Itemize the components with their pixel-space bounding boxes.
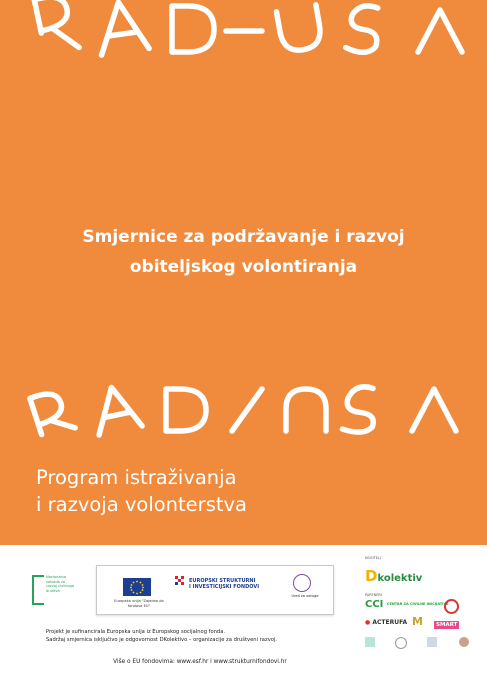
document-title: [0, 222, 487, 282]
cci-text: CENTAR ZA CIVILNE INICIJATIVE: [386, 602, 449, 606]
esf-line-1: EUROPSKI STRUKTURNI: [189, 578, 256, 584]
title-line-2: obiteljskog volontiranja: [129, 257, 358, 277]
cci-mark: CCI: [365, 599, 384, 610]
project-note-line-2: Sadržaj smjernica isključivo je odgovornost DKolektivo – organizacije za društveni razvoj.: [46, 637, 278, 643]
nositelj-label: NOSITELJ: [365, 556, 381, 560]
eu-funds-info: Više o EU fondovima: www.esf.hr i www.strukturnifondovi.hr: [113, 659, 287, 665]
esf-line-2: I INVESTICIJSKI FONDOVI: [189, 584, 260, 590]
subtitle-line-1: Program istraživanja: [36, 466, 237, 489]
acterufa-text: ACTERUFA: [372, 619, 408, 626]
nacionalna-zaklada-label: Nacionalna zaklada za razvoj civilnoga društva: [46, 575, 75, 593]
acterufa-logo: [365, 619, 407, 626]
footer: [0, 545, 487, 696]
partner-logo-a: [365, 637, 375, 647]
smart-logo: SMART: [436, 622, 458, 628]
partner-logo-c: [427, 637, 437, 647]
cci-logo: [365, 599, 449, 610]
title-line-1: Smjernice za podržavanje i razvoj: [82, 227, 405, 247]
radius-wordmark-bottom: [0, 375, 487, 445]
eu-logo-strip: [96, 565, 334, 615]
dkolektiv-d-icon: D: [365, 567, 378, 585]
acterufa-icon: ●: [365, 619, 371, 626]
esf-label: [189, 578, 259, 590]
project-note: [46, 628, 277, 644]
vlada-caption: Ured za udruge: [291, 594, 319, 598]
project-note-line-1: Projekt je sufinanciralа Europska unija iz Europskog socijalnog fonda.: [46, 629, 226, 635]
partner-logo-row-3: [365, 635, 477, 649]
volonterski-centar-logo: [444, 599, 459, 614]
partner-logo-d: [459, 637, 469, 647]
dkolektiv-text: kolektiv: [377, 573, 423, 584]
partner-logo-b: [395, 637, 407, 649]
program-subtitle: [36, 464, 247, 518]
esf-checker-icon: [175, 576, 185, 586]
eu-flag-icon: [123, 578, 151, 596]
radius-wordmark-top: [0, 0, 487, 70]
nacionalna-zaklada-logo: [32, 575, 44, 605]
dkolektiv-logo: [365, 567, 422, 585]
subtitle-line-2: i razvoja volonterstva: [36, 493, 247, 516]
eu-caption: Europska unija "Zajedno do fondova EU": [114, 599, 164, 608]
m-logo: M: [412, 615, 423, 628]
eu-stars-icon: [123, 578, 151, 596]
vlada-emblem-icon: [293, 574, 311, 592]
partneri-label: PARTNERI: [365, 593, 382, 597]
